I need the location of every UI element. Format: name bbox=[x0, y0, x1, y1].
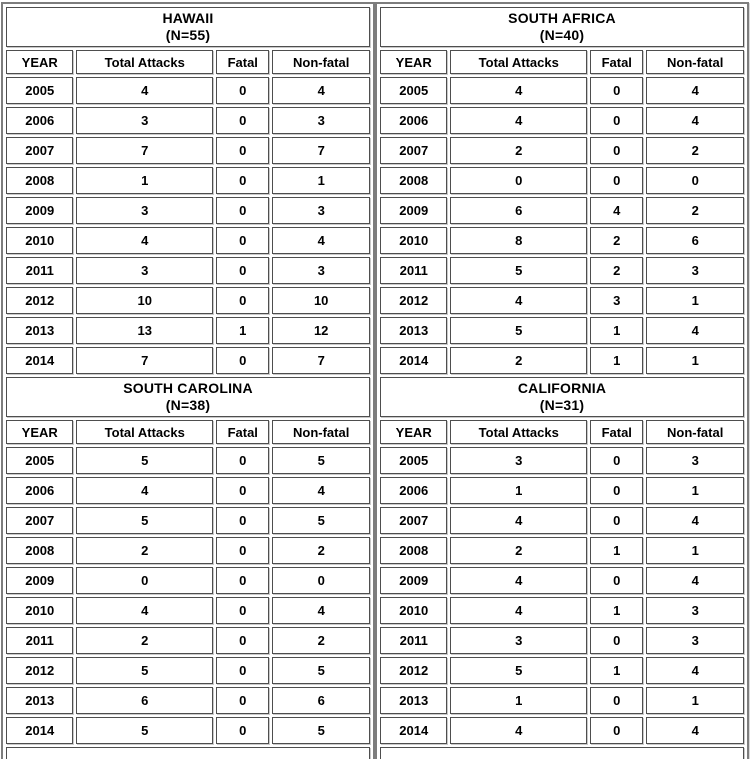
total-attacks-cell: 4 bbox=[450, 717, 587, 744]
cutoff-section-cell bbox=[6, 747, 370, 759]
non-fatal-cell: 2 bbox=[646, 137, 744, 164]
non-fatal-cell: 1 bbox=[646, 287, 744, 314]
total-attacks-cell: 4 bbox=[450, 77, 587, 104]
table-row bbox=[6, 137, 370, 164]
non-fatal-cell: 3 bbox=[272, 257, 370, 284]
non-fatal-cell: 5 bbox=[272, 717, 370, 744]
non-fatal-cell: 5 bbox=[272, 657, 370, 684]
column-header-fatal: Fatal bbox=[216, 420, 269, 444]
fatal-cell: 0 bbox=[590, 77, 643, 104]
table-row bbox=[380, 687, 744, 714]
fatal-cell: 0 bbox=[216, 197, 269, 224]
fatal-cell: 1 bbox=[590, 347, 643, 374]
column-header-fatal: Fatal bbox=[216, 50, 269, 74]
year-cell: 2008 bbox=[380, 167, 447, 194]
total-attacks-cell: 6 bbox=[450, 197, 587, 224]
non-fatal-cell: 1 bbox=[646, 477, 744, 504]
total-attacks-cell: 13 bbox=[76, 317, 213, 344]
total-attacks-cell: 1 bbox=[450, 687, 587, 714]
column-header-total-attacks: Total Attacks bbox=[76, 420, 213, 444]
non-fatal-cell: 1 bbox=[646, 687, 744, 714]
column-header-non-fatal: Non-fatal bbox=[272, 420, 370, 444]
non-fatal-cell: 5 bbox=[272, 447, 370, 474]
total-attacks-cell: 4 bbox=[450, 567, 587, 594]
table-row bbox=[6, 627, 370, 654]
total-attacks-cell: 4 bbox=[76, 227, 213, 254]
fatal-cell: 0 bbox=[590, 137, 643, 164]
table-row bbox=[380, 287, 744, 314]
total-attacks-cell: 2 bbox=[450, 137, 587, 164]
fatal-cell: 0 bbox=[216, 687, 269, 714]
year-cell: 2006 bbox=[6, 107, 73, 134]
year-cell: 2010 bbox=[6, 227, 73, 254]
column-header-year: YEAR bbox=[380, 420, 447, 444]
fatal-cell: 1 bbox=[590, 317, 643, 344]
total-attacks-cell: 5 bbox=[76, 717, 213, 744]
fatal-cell: 0 bbox=[216, 567, 269, 594]
fatal-cell: 0 bbox=[590, 507, 643, 534]
year-cell: 2010 bbox=[380, 597, 447, 624]
table-row bbox=[6, 567, 370, 594]
column-header-year: YEAR bbox=[6, 50, 73, 74]
table-row bbox=[380, 627, 744, 654]
table-row bbox=[6, 687, 370, 714]
total-attacks-cell: 4 bbox=[450, 507, 587, 534]
non-fatal-cell: 4 bbox=[272, 477, 370, 504]
non-fatal-cell: 4 bbox=[272, 597, 370, 624]
non-fatal-cell: 5 bbox=[272, 507, 370, 534]
total-attacks-cell: 2 bbox=[450, 347, 587, 374]
region-sample-size: (N=31) bbox=[539, 397, 585, 413]
column-header-row bbox=[380, 420, 744, 444]
right-data-table bbox=[375, 2, 749, 759]
table-row bbox=[380, 597, 744, 624]
total-attacks-cell: 4 bbox=[76, 77, 213, 104]
year-cell: 2014 bbox=[6, 347, 73, 374]
total-attacks-cell: 0 bbox=[450, 167, 587, 194]
non-fatal-cell: 4 bbox=[646, 317, 744, 344]
fatal-cell: 1 bbox=[590, 657, 643, 684]
year-cell: 2005 bbox=[6, 77, 73, 104]
year-cell: 2007 bbox=[380, 507, 447, 534]
year-cell: 2005 bbox=[6, 447, 73, 474]
total-attacks-cell: 5 bbox=[450, 257, 587, 284]
column-header-total-attacks: Total Attacks bbox=[76, 50, 213, 74]
non-fatal-cell: 12 bbox=[272, 317, 370, 344]
fatal-cell: 1 bbox=[216, 317, 269, 344]
total-attacks-cell: 3 bbox=[450, 447, 587, 474]
section-title-row bbox=[6, 377, 370, 417]
table-row bbox=[6, 257, 370, 284]
region-title: SOUTH AFRICA bbox=[508, 9, 616, 26]
section-title-row bbox=[380, 7, 744, 47]
non-fatal-cell: 0 bbox=[646, 167, 744, 194]
fatal-cell: 0 bbox=[216, 597, 269, 624]
year-cell: 2014 bbox=[380, 347, 447, 374]
column-header-non-fatal: Non-fatal bbox=[272, 50, 370, 74]
year-cell: 2010 bbox=[380, 227, 447, 254]
total-attacks-cell: 5 bbox=[450, 317, 587, 344]
total-attacks-cell: 4 bbox=[450, 597, 587, 624]
non-fatal-cell: 4 bbox=[646, 717, 744, 744]
fatal-cell: 0 bbox=[216, 717, 269, 744]
region-title: SOUTH CAROLINA bbox=[123, 379, 253, 396]
total-attacks-cell: 5 bbox=[450, 657, 587, 684]
table-row bbox=[380, 137, 744, 164]
column-header-fatal: Fatal bbox=[590, 420, 643, 444]
year-cell: 2013 bbox=[6, 687, 73, 714]
table-row bbox=[6, 507, 370, 534]
total-attacks-cell: 4 bbox=[76, 477, 213, 504]
fatal-cell: 0 bbox=[216, 347, 269, 374]
non-fatal-cell: 7 bbox=[272, 137, 370, 164]
table-row bbox=[6, 107, 370, 134]
fatal-cell: 0 bbox=[216, 77, 269, 104]
column-header-fatal: Fatal bbox=[590, 50, 643, 74]
fatal-cell: 0 bbox=[590, 627, 643, 654]
year-cell: 2012 bbox=[6, 287, 73, 314]
total-attacks-cell: 4 bbox=[76, 597, 213, 624]
non-fatal-cell: 4 bbox=[646, 507, 744, 534]
section-title-cell bbox=[6, 7, 370, 47]
non-fatal-cell: 2 bbox=[272, 537, 370, 564]
year-cell: 2013 bbox=[6, 317, 73, 344]
left-table-body bbox=[6, 7, 370, 759]
fatal-cell: 0 bbox=[590, 717, 643, 744]
table-row bbox=[380, 197, 744, 224]
table-row bbox=[380, 477, 744, 504]
total-attacks-cell: 1 bbox=[76, 167, 213, 194]
year-cell: 2007 bbox=[6, 137, 73, 164]
column-header-total-attacks: Total Attacks bbox=[450, 50, 587, 74]
table-row bbox=[380, 537, 744, 564]
column-header-row bbox=[6, 420, 370, 444]
non-fatal-cell: 3 bbox=[646, 597, 744, 624]
region-title: CALIFORNIA bbox=[517, 379, 607, 396]
table-row bbox=[6, 447, 370, 474]
total-attacks-cell: 6 bbox=[76, 687, 213, 714]
fatal-cell: 1 bbox=[590, 537, 643, 564]
year-cell: 2008 bbox=[6, 167, 73, 194]
section-title-row bbox=[6, 7, 370, 47]
right-table-body bbox=[380, 7, 744, 759]
table-row bbox=[380, 717, 744, 744]
section-title-cell bbox=[6, 377, 370, 417]
year-cell: 2011 bbox=[380, 257, 447, 284]
fatal-cell: 2 bbox=[590, 257, 643, 284]
cutoff-section-row bbox=[380, 747, 744, 759]
table-row bbox=[6, 477, 370, 504]
table-row bbox=[380, 107, 744, 134]
fatal-cell: 0 bbox=[216, 537, 269, 564]
table-row bbox=[6, 227, 370, 254]
table-row bbox=[380, 447, 744, 474]
year-cell: 2006 bbox=[6, 477, 73, 504]
year-cell: 2009 bbox=[380, 197, 447, 224]
year-cell: 2013 bbox=[380, 317, 447, 344]
left-data-table bbox=[1, 2, 375, 759]
total-attacks-cell: 0 bbox=[76, 567, 213, 594]
non-fatal-cell: 7 bbox=[272, 347, 370, 374]
total-attacks-cell: 8 bbox=[450, 227, 587, 254]
fatal-cell: 0 bbox=[216, 287, 269, 314]
fatal-cell: 0 bbox=[216, 447, 269, 474]
table-row bbox=[380, 507, 744, 534]
non-fatal-cell: 2 bbox=[272, 627, 370, 654]
total-attacks-cell: 4 bbox=[450, 287, 587, 314]
year-cell: 2013 bbox=[380, 687, 447, 714]
year-cell: 2009 bbox=[6, 197, 73, 224]
table-row bbox=[380, 567, 744, 594]
region-title: HAWAII bbox=[162, 9, 214, 26]
total-attacks-cell: 3 bbox=[76, 107, 213, 134]
table-row bbox=[6, 287, 370, 314]
column-header-non-fatal: Non-fatal bbox=[646, 420, 744, 444]
non-fatal-cell: 3 bbox=[646, 627, 744, 654]
non-fatal-cell: 4 bbox=[646, 77, 744, 104]
table-row bbox=[6, 657, 370, 684]
non-fatal-cell: 3 bbox=[646, 447, 744, 474]
year-cell: 2011 bbox=[380, 627, 447, 654]
fatal-cell: 0 bbox=[590, 477, 643, 504]
non-fatal-cell: 4 bbox=[646, 657, 744, 684]
region-sample-size: (N=40) bbox=[539, 27, 585, 43]
section-title-cell bbox=[380, 377, 744, 417]
fatal-cell: 0 bbox=[590, 167, 643, 194]
non-fatal-cell: 2 bbox=[646, 197, 744, 224]
total-attacks-cell: 5 bbox=[76, 657, 213, 684]
table-row bbox=[6, 197, 370, 224]
table-row bbox=[6, 597, 370, 624]
year-cell: 2006 bbox=[380, 477, 447, 504]
year-cell: 2008 bbox=[380, 537, 447, 564]
total-attacks-cell: 1 bbox=[450, 477, 587, 504]
year-cell: 2007 bbox=[380, 137, 447, 164]
fatal-cell: 4 bbox=[590, 197, 643, 224]
fatal-cell: 0 bbox=[590, 687, 643, 714]
table-row bbox=[6, 167, 370, 194]
year-cell: 2007 bbox=[6, 507, 73, 534]
fatal-cell: 0 bbox=[216, 107, 269, 134]
region-sample-size: (N=55) bbox=[165, 27, 211, 43]
non-fatal-cell: 3 bbox=[646, 257, 744, 284]
table-row bbox=[380, 77, 744, 104]
year-cell: 2011 bbox=[6, 257, 73, 284]
total-attacks-cell: 3 bbox=[76, 257, 213, 284]
fatal-cell: 0 bbox=[216, 507, 269, 534]
year-cell: 2005 bbox=[380, 447, 447, 474]
total-attacks-cell: 5 bbox=[76, 447, 213, 474]
column-header-year: YEAR bbox=[6, 420, 73, 444]
non-fatal-cell: 0 bbox=[272, 567, 370, 594]
column-header-row bbox=[380, 50, 744, 74]
column-header-year: YEAR bbox=[380, 50, 447, 74]
region-sample-size: (N=38) bbox=[165, 397, 211, 413]
total-attacks-cell: 7 bbox=[76, 347, 213, 374]
cutoff-section-cell bbox=[380, 747, 744, 759]
year-cell: 2014 bbox=[380, 717, 447, 744]
non-fatal-cell: 6 bbox=[646, 227, 744, 254]
table-row bbox=[6, 77, 370, 104]
non-fatal-cell: 4 bbox=[646, 567, 744, 594]
fatal-cell: 0 bbox=[216, 167, 269, 194]
total-attacks-cell: 2 bbox=[76, 537, 213, 564]
non-fatal-cell: 3 bbox=[272, 107, 370, 134]
year-cell: 2009 bbox=[6, 567, 73, 594]
fatal-cell: 0 bbox=[590, 447, 643, 474]
year-cell: 2009 bbox=[380, 567, 447, 594]
fatal-cell: 0 bbox=[216, 627, 269, 654]
non-fatal-cell: 6 bbox=[272, 687, 370, 714]
fatal-cell: 2 bbox=[590, 227, 643, 254]
total-attacks-cell: 2 bbox=[450, 537, 587, 564]
non-fatal-cell: 1 bbox=[272, 167, 370, 194]
table-row bbox=[6, 347, 370, 374]
year-cell: 2010 bbox=[6, 597, 73, 624]
fatal-cell: 0 bbox=[216, 137, 269, 164]
fatal-cell: 0 bbox=[216, 257, 269, 284]
year-cell: 2014 bbox=[6, 717, 73, 744]
non-fatal-cell: 4 bbox=[272, 77, 370, 104]
total-attacks-cell: 2 bbox=[76, 627, 213, 654]
total-attacks-cell: 4 bbox=[450, 107, 587, 134]
year-cell: 2011 bbox=[6, 627, 73, 654]
non-fatal-cell: 1 bbox=[646, 347, 744, 374]
column-header-row bbox=[6, 50, 370, 74]
non-fatal-cell: 10 bbox=[272, 287, 370, 314]
total-attacks-cell: 3 bbox=[450, 627, 587, 654]
year-cell: 2006 bbox=[380, 107, 447, 134]
table-row bbox=[6, 317, 370, 344]
fatal-cell: 1 bbox=[590, 597, 643, 624]
non-fatal-cell: 4 bbox=[272, 227, 370, 254]
fatal-cell: 0 bbox=[590, 567, 643, 594]
column-header-non-fatal: Non-fatal bbox=[646, 50, 744, 74]
section-title-cell bbox=[380, 7, 744, 47]
year-cell: 2005 bbox=[380, 77, 447, 104]
year-cell: 2012 bbox=[380, 657, 447, 684]
fatal-cell: 0 bbox=[216, 227, 269, 254]
year-cell: 2008 bbox=[6, 537, 73, 564]
column-header-total-attacks: Total Attacks bbox=[450, 420, 587, 444]
table-row bbox=[380, 347, 744, 374]
table-row bbox=[6, 537, 370, 564]
fatal-cell: 0 bbox=[590, 107, 643, 134]
fatal-cell: 3 bbox=[590, 287, 643, 314]
year-cell: 2012 bbox=[380, 287, 447, 314]
non-fatal-cell: 1 bbox=[646, 537, 744, 564]
section-title-row bbox=[380, 377, 744, 417]
cutoff-section-row bbox=[6, 747, 370, 759]
fatal-cell: 0 bbox=[216, 477, 269, 504]
table-row bbox=[380, 657, 744, 684]
table-row bbox=[380, 317, 744, 344]
total-attacks-cell: 3 bbox=[76, 197, 213, 224]
table-row bbox=[6, 717, 370, 744]
total-attacks-cell: 5 bbox=[76, 507, 213, 534]
total-attacks-cell: 7 bbox=[76, 137, 213, 164]
table-row bbox=[380, 167, 744, 194]
table-row bbox=[380, 257, 744, 284]
non-fatal-cell: 3 bbox=[272, 197, 370, 224]
year-cell: 2012 bbox=[6, 657, 73, 684]
table-row bbox=[380, 227, 744, 254]
fatal-cell: 0 bbox=[216, 657, 269, 684]
non-fatal-cell: 4 bbox=[646, 107, 744, 134]
total-attacks-cell: 10 bbox=[76, 287, 213, 314]
